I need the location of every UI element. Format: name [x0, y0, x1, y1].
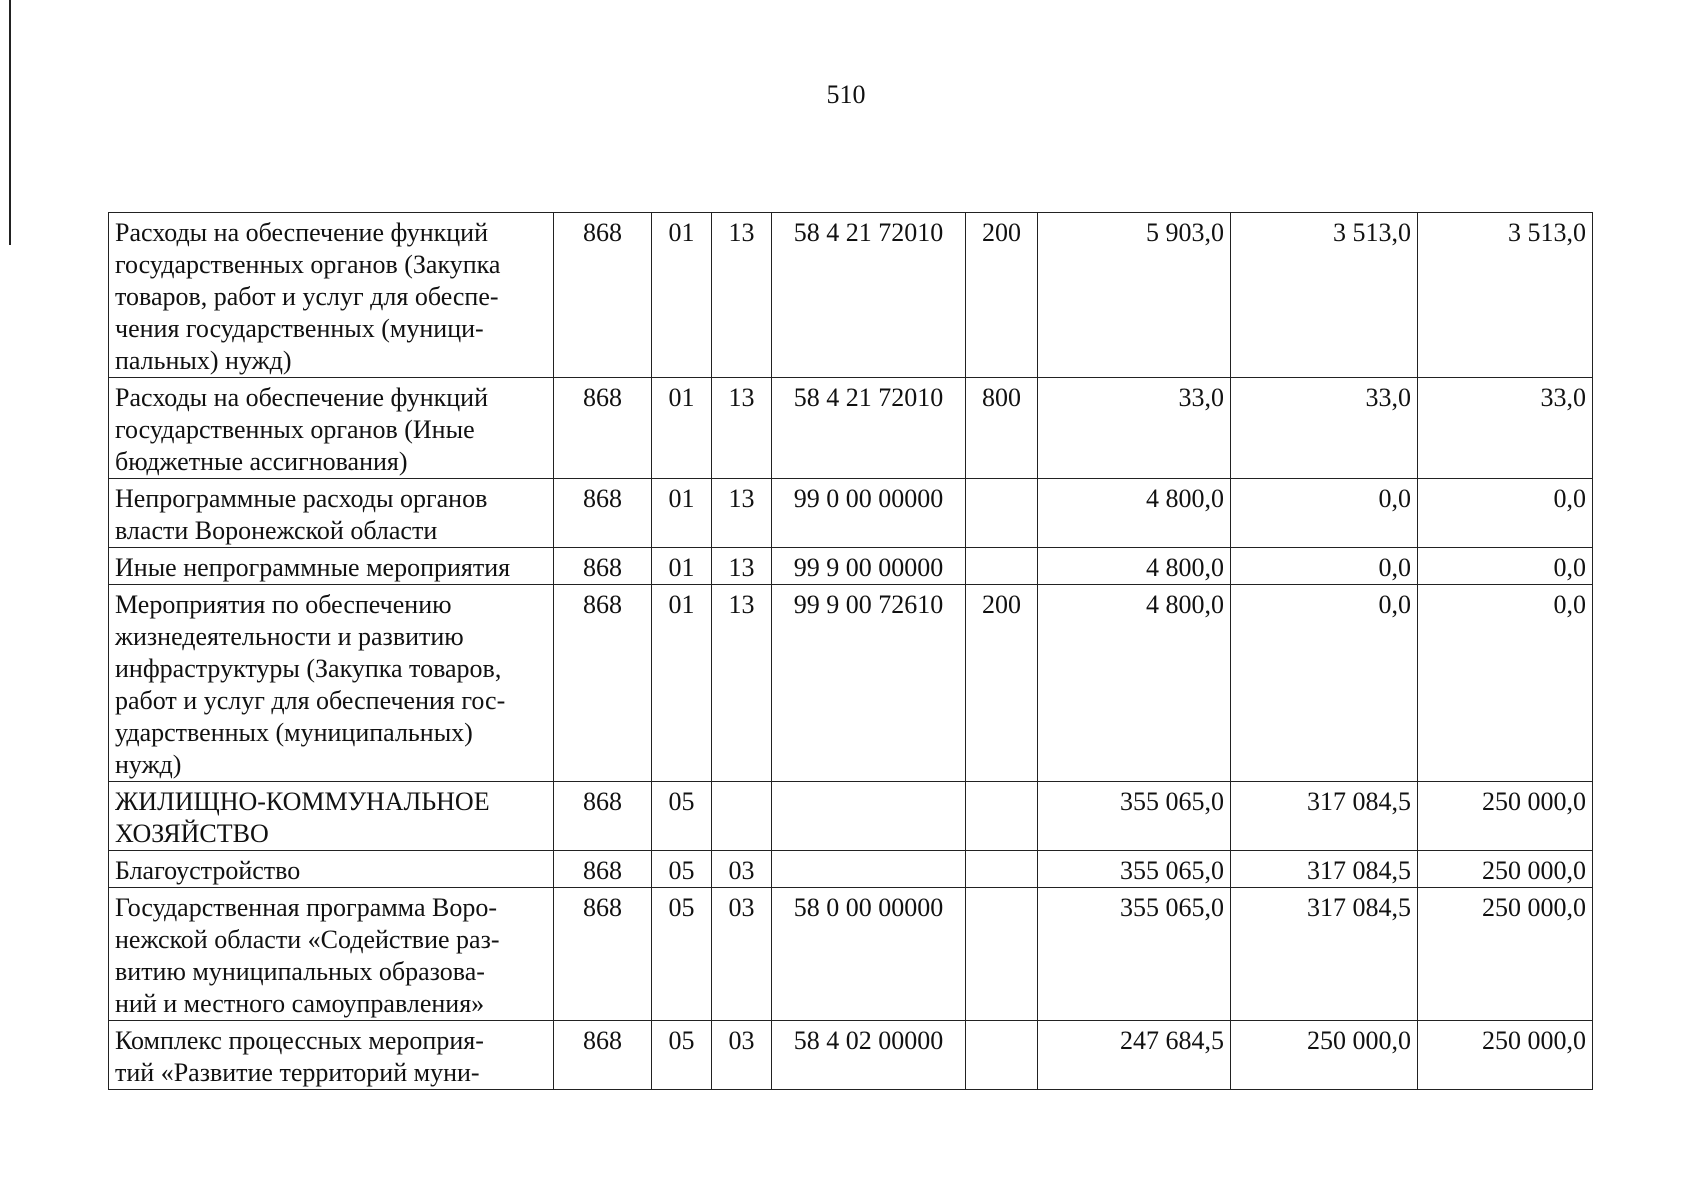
page-edge-line: [9, 0, 11, 245]
table-row: [109, 851, 1593, 888]
cell-target-article: [772, 782, 966, 851]
table-row: [109, 378, 1593, 479]
cell-grbs: 868: [554, 548, 652, 585]
cell-section: 01: [652, 585, 712, 782]
cell-name-line: инфраструктуры (Закупка товаров,: [115, 654, 502, 683]
cell-grbs: 868: [554, 851, 652, 888]
cell-name: [109, 851, 554, 888]
cell-target-article: 99 9 00 00000: [772, 548, 966, 585]
cell-grbs: 868: [554, 585, 652, 782]
cell-expense-type: [966, 479, 1038, 548]
cell-name: [109, 1021, 554, 1090]
cell-subsection: 13: [712, 213, 772, 378]
cell-name-line: ний и местного самоуправления»: [115, 989, 485, 1018]
cell-amount-1: 355 065,0: [1038, 851, 1231, 888]
cell-subsection: 13: [712, 585, 772, 782]
cell-amount-3: 0,0: [1418, 548, 1593, 585]
cell-amount-1: 247 684,5: [1038, 1021, 1231, 1090]
cell-amount-1: 4 800,0: [1038, 479, 1231, 548]
cell-amount-3: 3 513,0: [1418, 213, 1593, 378]
cell-section: 01: [652, 378, 712, 479]
cell-name-line: пальных) нужд): [115, 346, 292, 375]
cell-section: 05: [652, 1021, 712, 1090]
table-row: [109, 1021, 1593, 1090]
cell-name: [109, 782, 554, 851]
cell-subsection: 03: [712, 851, 772, 888]
table-row: [109, 548, 1593, 585]
cell-name: [109, 213, 554, 378]
cell-name-line: Расходы на обеспечение функций: [115, 383, 489, 412]
cell-name: [109, 585, 554, 782]
cell-amount-3: 0,0: [1418, 585, 1593, 782]
budget-table: [108, 212, 1593, 1090]
cell-amount-3: 33,0: [1418, 378, 1593, 479]
cell-amount-2: 317 084,5: [1231, 851, 1418, 888]
cell-expense-type: 200: [966, 213, 1038, 378]
cell-amount-1: 4 800,0: [1038, 585, 1231, 782]
cell-amount-2: 0,0: [1231, 479, 1418, 548]
cell-expense-type: [966, 851, 1038, 888]
cell-amount-3: 250 000,0: [1418, 888, 1593, 1021]
cell-grbs: 868: [554, 213, 652, 378]
cell-target-article: 58 4 21 72010: [772, 378, 966, 479]
cell-subsection: 03: [712, 1021, 772, 1090]
cell-amount-3: 250 000,0: [1418, 1021, 1593, 1090]
cell-amount-1: 4 800,0: [1038, 548, 1231, 585]
cell-target-article: 58 4 02 00000: [772, 1021, 966, 1090]
cell-target-article: 99 9 00 72610: [772, 585, 966, 782]
cell-section: 01: [652, 213, 712, 378]
cell-name-line: государственных органов (Закупка: [115, 250, 501, 279]
table-row: [109, 479, 1593, 548]
cell-target-article: 58 0 00 00000: [772, 888, 966, 1021]
cell-name-line: работ и услуг для обеспечения гос-: [115, 686, 506, 715]
cell-name-line: ударственных (муниципальных): [115, 718, 473, 747]
table-row: [109, 213, 1593, 378]
cell-grbs: 868: [554, 888, 652, 1021]
cell-amount-1: 5 903,0: [1038, 213, 1231, 378]
cell-target-article: 99 0 00 00000: [772, 479, 966, 548]
cell-target-article: 58 4 21 72010: [772, 213, 966, 378]
cell-name: [109, 378, 554, 479]
cell-grbs: 868: [554, 479, 652, 548]
cell-section: 05: [652, 851, 712, 888]
page-number: 510: [826, 80, 866, 109]
cell-section: 05: [652, 782, 712, 851]
cell-amount-2: 0,0: [1231, 548, 1418, 585]
cell-name-line: чения государственных (муници-: [115, 314, 484, 343]
cell-name-line: Благоустройство: [115, 856, 301, 885]
cell-subsection: 13: [712, 548, 772, 585]
cell-amount-3: 0,0: [1418, 479, 1593, 548]
cell-name-line: нежской области «Содействие раз-: [115, 925, 500, 954]
cell-amount-1: 355 065,0: [1038, 782, 1231, 851]
cell-name-line: витию муниципальных образова-: [115, 957, 485, 986]
cell-expense-type: 800: [966, 378, 1038, 479]
cell-name: [109, 888, 554, 1021]
cell-expense-type: [966, 782, 1038, 851]
cell-expense-type: 200: [966, 585, 1038, 782]
cell-grbs: 868: [554, 782, 652, 851]
cell-name: [109, 479, 554, 548]
cell-amount-2: 33,0: [1231, 378, 1418, 479]
cell-name-line: бюджетные ассигнования): [115, 447, 408, 476]
cell-name: [109, 548, 554, 585]
cell-name-line: власти Воронежской области: [115, 516, 438, 545]
cell-amount-2: 317 084,5: [1231, 782, 1418, 851]
table-row: [109, 585, 1593, 782]
cell-grbs: 868: [554, 1021, 652, 1090]
cell-amount-2: 0,0: [1231, 585, 1418, 782]
cell-grbs: 868: [554, 378, 652, 479]
cell-name-line: жизнедеятельности и развитию: [115, 622, 464, 651]
cell-name-line: ХОЗЯЙСТВО: [115, 819, 269, 848]
cell-name-line: нужд): [115, 750, 182, 779]
cell-name-line: Государственная программа Воро-: [115, 893, 498, 922]
cell-name-line: государственных органов (Иные: [115, 415, 475, 444]
cell-amount-3: 250 000,0: [1418, 851, 1593, 888]
cell-name-line: ЖИЛИЩНО-КОММУНАЛЬНОЕ: [115, 787, 490, 816]
cell-amount-1: 33,0: [1038, 378, 1231, 479]
table-body: [109, 213, 1593, 1090]
cell-subsection: 03: [712, 888, 772, 1021]
cell-section: 01: [652, 479, 712, 548]
cell-name-line: тий «Развитие территорий муни-: [115, 1058, 480, 1087]
cell-name-line: товаров, работ и услуг для обеспе-: [115, 282, 499, 311]
cell-name-line: Непрограммные расходы органов: [115, 484, 488, 513]
cell-amount-2: 317 084,5: [1231, 888, 1418, 1021]
cell-subsection: 13: [712, 479, 772, 548]
cell-section: 05: [652, 888, 712, 1021]
cell-section: 01: [652, 548, 712, 585]
cell-target-article: [772, 851, 966, 888]
cell-amount-2: 250 000,0: [1231, 1021, 1418, 1090]
cell-name-line: Иные непрограммные мероприятия: [115, 553, 511, 582]
cell-amount-3: 250 000,0: [1418, 782, 1593, 851]
cell-expense-type: [966, 548, 1038, 585]
cell-amount-2: 3 513,0: [1231, 213, 1418, 378]
cell-subsection: 13: [712, 378, 772, 479]
cell-subsection: [712, 782, 772, 851]
cell-name-line: Расходы на обеспечение функций: [115, 218, 489, 247]
table-row: [109, 782, 1593, 851]
table-row: [109, 888, 1593, 1021]
cell-name-line: Мероприятия по обеспечению: [115, 590, 452, 619]
cell-name-line: Комплекс процессных мероприя-: [115, 1026, 484, 1055]
cell-expense-type: [966, 888, 1038, 1021]
cell-expense-type: [966, 1021, 1038, 1090]
cell-amount-1: 355 065,0: [1038, 888, 1231, 1021]
